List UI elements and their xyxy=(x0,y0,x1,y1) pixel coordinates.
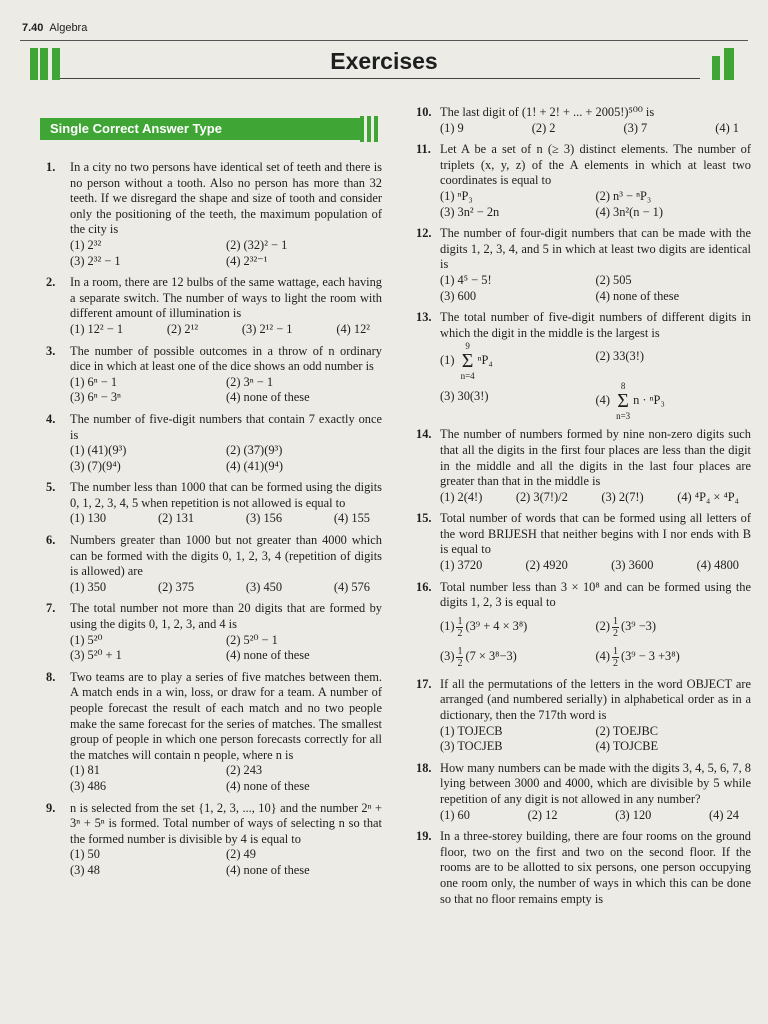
question-text: The number of possible outcomes in a throw of n ordinary dice in which at least one of the dice shows an odd number is xyxy=(70,343,382,374)
option-2: (2) 243 xyxy=(226,763,263,778)
question-2: 2. In a room, there are 12 bulbs of the same wattage, each having a separate switch. The number of ways to light the room with different amount of illumination is (1) 12² − 1 (2) 2¹² (3) 2¹² − 1 (4) 12² xyxy=(46,275,382,336)
option-3: (3) TOCJEB xyxy=(440,739,503,754)
options xyxy=(70,238,382,269)
fraction-half: $\frac{1}{2}$ xyxy=(457,615,463,639)
option-4: (4) none of these xyxy=(226,390,310,405)
option-3: (3) 2¹² − 1 xyxy=(241,321,293,336)
option-3: (3) 3n² − 2n xyxy=(440,204,500,219)
options xyxy=(440,724,751,755)
option-1: (1) 4⁵ − 5! xyxy=(440,272,492,287)
option-2: (2) (32)² − 1 xyxy=(226,237,288,252)
option-3: (3) (7)(9⁴) xyxy=(70,458,121,473)
question-text: If all the permutations of the letters in the word OBJECT are arranged (and numbered serially) in alphabetical order as in a dictionary, then the 717th word is xyxy=(440,676,751,723)
summation-symbol: 8 Σ n=3 xyxy=(616,381,631,422)
question-text: n is selected from the set {1, 2, 3, ..., 10} and the number 2ⁿ + 3ⁿ + 5ⁿ is formed. Total number of ways of selecting n so that the formed number is divisible by 4 is equal to xyxy=(70,800,382,846)
question-text: The number of five-digit numbers that contain 7 exactly once is xyxy=(70,411,382,442)
options xyxy=(70,322,382,338)
question-text: The total number not more than 20 digits that are formed by using the digits 0, 1, 2, 3, and 4 is xyxy=(70,601,382,632)
option-4: (4) 576 xyxy=(333,579,370,594)
question-15: 15. Total number of words that can be formed using all letters of the word BRIJESH that neither begins with I nor ends with B is equal to (1) 3720 (2) 4920 (3) 3600 (4) 4800 xyxy=(416,511,751,573)
option-2: (2) 49 xyxy=(226,847,256,862)
option-4: (4) 1 xyxy=(715,120,739,135)
question-text: The number of four-digit numbers that can be made with the digits 1, 2, 3, 4, and 5 in which at least two digits are identical is xyxy=(440,226,751,272)
option-4: (4) 12² xyxy=(336,321,370,336)
option-4: (4) 3n²(n − 1) xyxy=(595,204,663,219)
page-number: 7.40 Algebra xyxy=(22,22,88,34)
header-rule xyxy=(20,40,748,41)
option-4: (4) (41)(9⁴) xyxy=(226,458,283,473)
question-9: 9. n is selected from the set {1, 2, 3, ..., 10} and the number 2ⁿ + 3ⁿ + 5ⁿ is formed. Total number of ways of selecting n so that the formed number is divisible by 4 is equal to (1) 50 (2) 49 (3) 48 (4) none of these xyxy=(46,800,382,877)
option-1: (1) 60 xyxy=(440,807,470,822)
option-4: (4) $\frac{1}{2}$ (3⁹ − 3 +3⁸) xyxy=(595,645,680,669)
question-text: Total number of words that can be formed using all letters of the word BRIJESH that neither begins with I nor ends with B is equal to xyxy=(440,511,751,557)
question-text: The number of numbers formed by nine non-zero digits such that all the digits in the first four places are less than the digit in the middle and all the digits in the last four places are greater than that in the middle is xyxy=(440,427,751,489)
fraction-half: $\frac{1}{2}$ xyxy=(612,645,618,669)
options xyxy=(440,189,751,220)
option-1: (1) (41)(9³) xyxy=(70,443,127,458)
option-1: (1) 130 xyxy=(70,511,107,526)
question-17: 17. If all the permutations of the letters in the word OBJECT are arranged (and numbered serially) in alphabetical order as in a dictionary, then the 717th word is (1) TOJECB (2) TOEJBC (3) TOCJEB (4) TOJCBE xyxy=(416,676,751,754)
question-text: Let A be a set of n (≥ 3) distinct elements. The number of triplets (x, y, z) of the A elements in which at least two coordinates is equal to xyxy=(440,142,751,188)
options xyxy=(440,121,751,137)
options xyxy=(70,511,382,527)
fraction-half: $\frac{1}{2}$ xyxy=(612,615,618,639)
option-2: (2) (37)(9³) xyxy=(226,443,283,458)
option-3: (3) 120 xyxy=(615,807,652,822)
option-2: (2) TOEJBC xyxy=(595,723,659,738)
option-4: (4) ⁴P₄ × ⁴P₄ xyxy=(677,489,739,504)
question-text: In a three-storey building, there are four rooms on the ground floor, two on the first and two on the second floor. If the rooms are to be allotted to six persons, one person occupying one room only, the number of ways in which this can be done so that no floor remains empty is xyxy=(440,829,751,906)
question-12: 12. The number of four-digit numbers that can be made with the digits 1, 2, 3, 4, and 5 in which at least two digits are identical is (1) 4⁵ − 5! (2) 505 (3) 600 (4) none of these xyxy=(416,226,751,303)
option-1: (1) 350 xyxy=(70,579,107,594)
option-3: (3) $\frac{1}{2}$ (7 × 3⁸−3) xyxy=(440,645,517,669)
question-text: In a room, there are 12 bulbs of the same wattage, each having a separate switch. The number of ways to light the room with different amount of illumination is xyxy=(70,275,382,321)
options xyxy=(440,490,751,506)
option-1: (1) 6ⁿ − 1 xyxy=(70,374,118,389)
right-column xyxy=(416,105,751,913)
option-2: (2) 2¹² xyxy=(166,321,199,336)
question-19: 19. In a three-storey building, there are four rooms on the ground floor, two on the first and two on the second floor. If the rooms are to be allotted to six persons, one person occupying one room only, the number of ways in which this can be done so that no floor remains empty is xyxy=(416,829,751,906)
option-1: (1) 50 xyxy=(70,847,100,862)
option-1: (1) 9 Σ n=4 ⁿP₄ xyxy=(440,341,493,382)
option-2: (2) 33(3!) xyxy=(595,349,645,364)
option-1: (1) 12² − 1 xyxy=(70,321,124,336)
option-4: (4) none of these xyxy=(226,778,310,793)
question-5: 5. The number less than 1000 that can be formed using the digits 0, 1, 2, 3, 4, 5 when repetition is not allowed is equal to (1) 130 (2) 131 (3) 156 (4) 155 xyxy=(46,480,382,526)
title-rule xyxy=(60,78,700,79)
question-text: In a city no two persons have identical set of teeth and there is no person without a tooth. Also no person has more than 32 teeth. If we disregard the shape and size of tooth and consider only the positioning of the teeth, the maximum population of the city is xyxy=(70,160,382,237)
question-18: 18. How many numbers can be made with the digits 3, 4, 5, 6, 7, 8 lying between 3000 and 4000, which are divisible by 5 while repetition of any digit is not allowed in any number? (1) 60 (2) 12 (3) 120 (4) 24 xyxy=(416,760,751,822)
option-4: (4) 4800 xyxy=(696,558,739,573)
option-1: (1) 2(4!) xyxy=(440,489,483,504)
option-2: (2) 12 xyxy=(527,807,558,822)
section-banner: Single Correct Answer Type xyxy=(40,118,360,140)
question-8: 8. Two teams are to play a series of five matches between them. A match ends in a win, loss, or draw for a team. A number of people forecast the result of each match and no two people make the same forecast for the series of matches. The smallest group of people in which one person forecasts correctly for all the matches will contain n people, where n is (1) 81 (2) 243 (3) 486 (4) none of these xyxy=(46,669,382,793)
question-text: Two teams are to play a series of five matches between them. A match ends in a win, loss, or draw for a team. A number of people forecast the result of each match and no two people make the same forecast for the series of matches. The smallest group of people in which one person forecasts correctly for all the matches will contain n people, where n is xyxy=(70,669,382,762)
page-title: Exercises xyxy=(330,48,438,74)
option-4: (4) none of these xyxy=(226,862,310,877)
option-3: (3) 2(7!) xyxy=(601,489,644,504)
options xyxy=(440,273,751,304)
option-2: (2) 131 xyxy=(157,511,195,526)
option-1: (1) 5²⁰ xyxy=(70,632,103,647)
fraction-half: $\frac{1}{2}$ xyxy=(457,645,463,669)
summation-symbol: 9 Σ n=4 xyxy=(460,341,475,382)
option-3: (3) 2³² − 1 xyxy=(70,253,121,268)
option-3: (3) 6ⁿ − 3ⁿ xyxy=(70,390,121,405)
option-1: (1) $\frac{1}{2}$ (3⁹ + 4 × 3⁸) xyxy=(440,615,528,639)
options xyxy=(440,558,751,574)
question-11: 11. Let A be a set of n (≥ 3) distinct elements. The number of triplets (x, y, z) of the A elements in which at least two coordinates is equal to (1) ⁿP₃ (2) n³ − ⁿP₃ (3) 3n² − 2n (4) 3n²(n − 1) xyxy=(416,142,751,219)
option-2: (2) n³ − ⁿP₃ xyxy=(595,188,652,203)
option-3: (3) 486 xyxy=(70,778,107,793)
option-3: (3) 3600 xyxy=(611,558,654,573)
options xyxy=(70,375,382,406)
option-3: (3) 450 xyxy=(245,579,283,594)
option-3: (3) 30(3!) xyxy=(440,389,489,404)
options xyxy=(440,341,751,421)
option-3: (3) 7 xyxy=(623,120,648,135)
left-column xyxy=(46,160,382,885)
question-3: 3. The number of possible outcomes in a throw of n ordinary dice in which at least one of the dice shows an odd number is (1) 6ⁿ − 1 (2) 3ⁿ − 1 (3) 6ⁿ − 3ⁿ (4) none of these xyxy=(46,343,382,405)
option-4: (4) none of these xyxy=(226,648,310,663)
options xyxy=(70,847,382,878)
option-4: (4) 2³²⁻¹ xyxy=(226,253,268,268)
option-4: (4) 24 xyxy=(709,807,739,822)
options xyxy=(440,808,751,824)
option-4: (4) TOJCBE xyxy=(595,739,659,754)
option-2: (2) $\frac{1}{2}$ (3⁹ −3) xyxy=(595,615,657,639)
question-1: 1. In a city no two persons have identical set of teeth and there is no person without a tooth. Also no person has more than 32 teeth. If we disregard the shape and size of tooth and consider only the positioning of the teeth, the maximum population of the city is (1) 2³² (2) (32)² − 1 (3) 2³² − 1 (4) 2³²⁻¹ xyxy=(46,160,382,268)
option-4: (4) 155 xyxy=(333,511,370,526)
option-2: (2) 2 xyxy=(531,120,556,135)
question-6: 6. Numbers greater than 1000 but not greater than 4000 which can be formed with the digits 0, 1, 2, 3, 4 (repetition of digits is allowed) are (1) 350 (2) 375 (3) 450 (4) 576 xyxy=(46,533,382,594)
option-2: (2) 4920 xyxy=(525,558,568,573)
question-text: Total number less than 3 × 10⁸ and can be formed using the digits 1, 2, 3 is equal to xyxy=(440,579,751,610)
option-2: (2) 3ⁿ − 1 xyxy=(226,374,274,389)
option-4: (4) 8 Σ n=3 n · ⁿP₃ xyxy=(595,381,665,422)
question-14: 14. The number of numbers formed by nine non-zero digits such that all the digits in the first four places are less than the digit in the middle and all the digits in the last four places are greater than that in the middle is (1) 2(4!) (2) 3(7!)/2 (3) 2(7!) (4) ⁴P₄ × ⁴P₄ xyxy=(416,427,751,504)
chapter-name: Algebra xyxy=(49,22,88,34)
question-text: The total number of five-digit numbers of different digits in which the digit in the middle is the largest is xyxy=(440,310,751,340)
question-4: 4. The number of five-digit numbers that contain 7 exactly once is (1) (41)(9³) (2) (37)(9³) (3) (7)(9⁴) (4) (41)(9⁴) xyxy=(46,411,382,473)
option-2: (2) 5²⁰ − 1 xyxy=(226,632,278,647)
option-3: (3) 156 xyxy=(245,511,283,526)
banner-stripes xyxy=(360,116,382,142)
option-1: (1) ⁿP₃ xyxy=(440,188,473,203)
option-2: (2) 3(7!)/2 xyxy=(515,489,568,504)
question-10: 10. The last digit of (1! + 2! + ... + 2005!)⁵⁰⁰ is (1) 9 (2) 2 (3) 7 (4) 1 xyxy=(416,105,751,136)
options xyxy=(440,611,751,671)
option-1: (1) 9 xyxy=(440,120,464,135)
question-text: Numbers greater than 1000 but not greater than 4000 which can be formed with the digits 0, 1, 2, 3, 4 (repetition of digits is allowed) are xyxy=(70,533,382,579)
option-1: (1) 81 xyxy=(70,763,100,778)
question-text: The last digit of (1! + 2! + ... + 2005!)⁵⁰⁰ is xyxy=(440,105,655,119)
option-4: (4) none of these xyxy=(595,288,680,303)
option-2: (2) 505 xyxy=(595,272,632,287)
question-7: 7. The total number not more than 20 digits that are formed by using the digits 0, 1, 2, 3, and 4 is (1) 5²⁰ (2) 5²⁰ − 1 (3) 5²⁰ + 1 (4) none of these xyxy=(46,601,382,663)
option-3: (3) 600 xyxy=(440,288,477,303)
options xyxy=(70,633,382,664)
option-1: (1) 3720 xyxy=(440,558,483,573)
question-text: How many numbers can be made with the digits 3, 4, 5, 6, 7, 8 lying between 3000 and 4000, which are divisible by 5 while repetition of any digit is not allowed in any number? xyxy=(440,760,751,806)
options xyxy=(70,763,382,794)
options xyxy=(70,580,382,596)
options xyxy=(70,443,382,474)
question-16: 16. Total number less than 3 × 10⁸ and can be formed using the digits 1, 2, 3 is equal to (1) $\frac{1}{2}$ (3⁹ + 4 × 3⁸) (2) $\frac{1}{2}$ (3⁹ −3) (3) $\frac{1}{2}$ (7 × 3⁸−3) (4) $\frac{1}{2}$ (3⁹ − 3 +3⁸) xyxy=(416,580,751,671)
question-text: The number less than 1000 that can be formed using the digits 0, 1, 2, 3, 4, 5 when repetition is not allowed is equal to xyxy=(70,480,382,510)
option-3: (3) 5²⁰ + 1 xyxy=(70,648,122,663)
question-13: 13. The total number of five-digit numbers of different digits in which the digit in the middle is the largest is (1) 9 Σ n=4 ⁿP₄ (2) 33(3!) (3) 30(3!) (4) 8 Σ n=3 n · ⁿP₃ xyxy=(416,310,751,422)
option-3: (3) 48 xyxy=(70,862,100,877)
option-1: (1) TOJECB xyxy=(440,723,503,738)
option-1: (1) 2³² xyxy=(70,237,102,252)
option-2: (2) 375 xyxy=(157,579,195,594)
